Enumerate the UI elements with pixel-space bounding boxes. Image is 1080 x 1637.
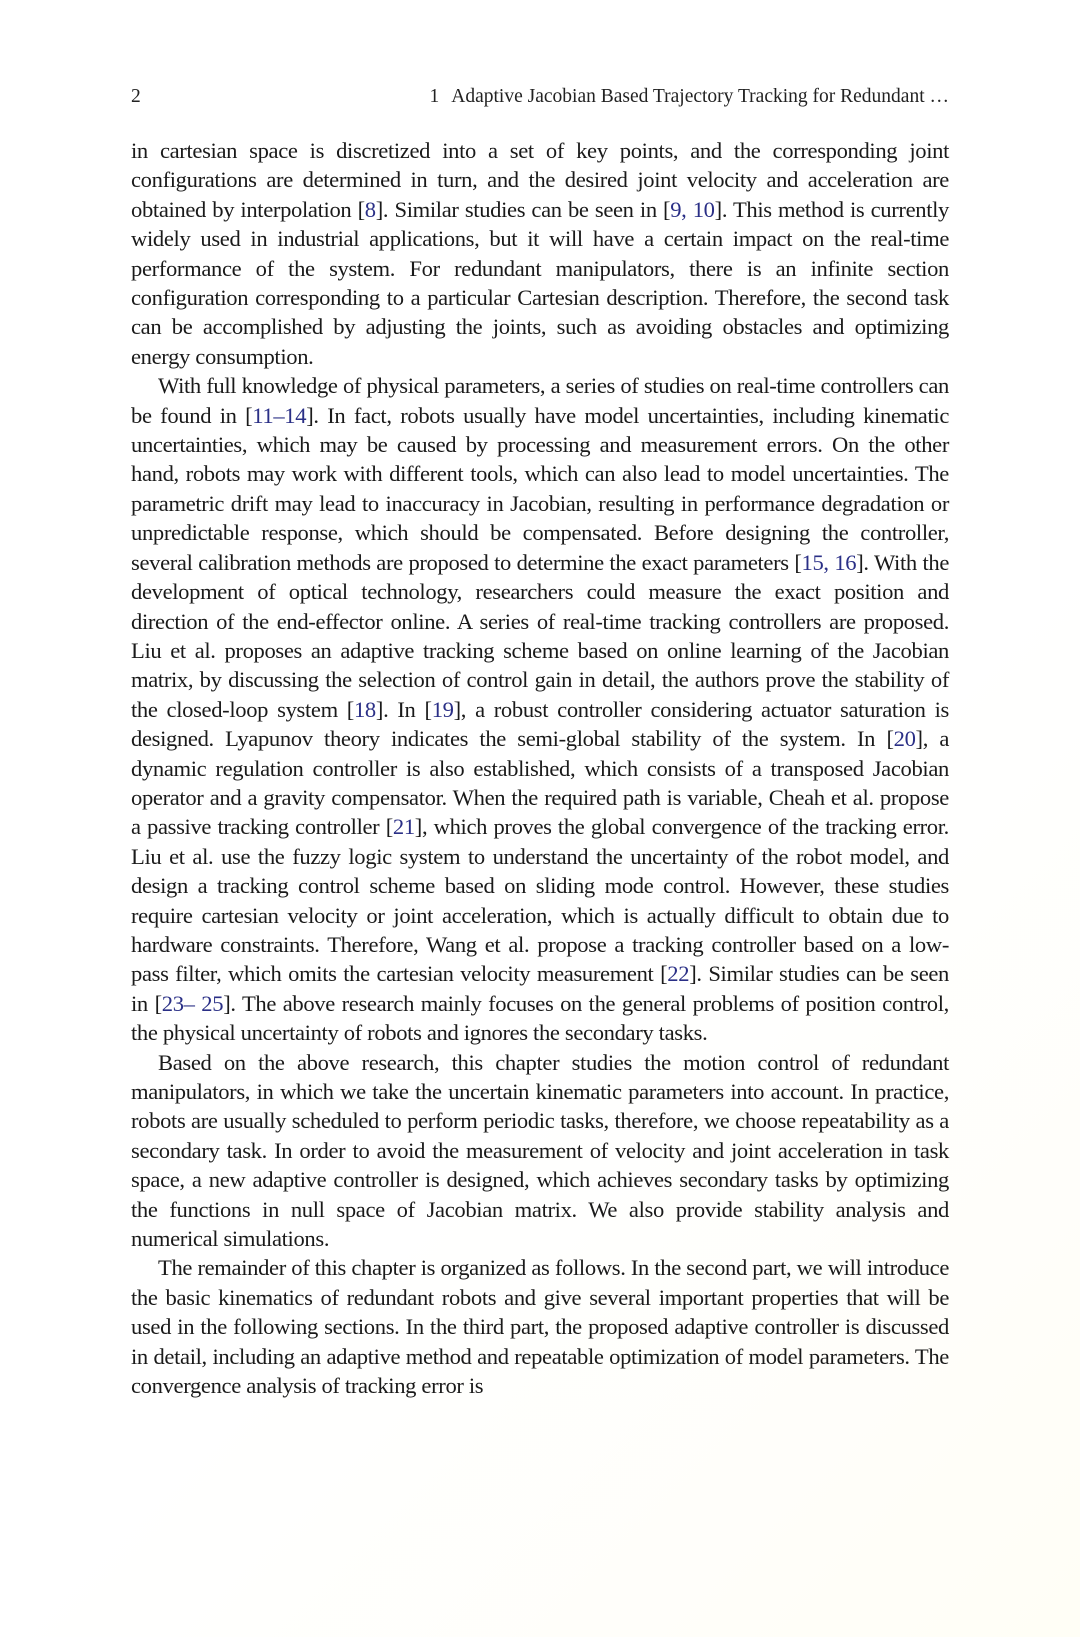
citation-link[interactable]: 18 bbox=[353, 696, 376, 722]
text-run: ]. Similar studies can be seen in [ bbox=[375, 196, 671, 222]
body-text bbox=[131, 136, 949, 1400]
text-run: The remainder of this chapter is organized as follows. In the second part, we will introduce the basic kinematics of redundant robots and give several important properties that will be used in the following sections. In the third part, the proposed adaptive controller is discussed in detail, including an adaptive method and repeatable optimization of model parameters. The convergence analysis of tracking error is bbox=[131, 1255, 949, 1399]
chapter-running-title bbox=[430, 84, 949, 110]
citation-link[interactable]: 19 bbox=[431, 696, 454, 722]
text-run: ], a dynamic regulation controller is also established, which consists of a transposed Jacobian operator and a gravity compensator. When the required path is variable, Cheah et al. propose a passive tracking controller [ bbox=[131, 726, 950, 840]
citation-link[interactable]: 20 bbox=[893, 726, 916, 752]
citation-link[interactable]: 22 bbox=[667, 961, 690, 987]
text-run: Based on the above research, this chapter studies the motion control of redundant manipulators, in which we take the uncertain kinematic parameters into account. In practice, robots are usually scheduled to perform periodic tasks, therefore, we choose repeatability as a secondary task. In order to avoid the measurement of velocity and joint acceleration in task space, a new adaptive controller is designed, which achieves secondary tasks by optimizing the functions in null space of Jacobian matrix. We also provide stability analysis and numerical simulations. bbox=[131, 1049, 949, 1252]
running-header bbox=[131, 84, 949, 110]
chapter-number: 1 bbox=[429, 86, 440, 107]
citation-link[interactable]: 11–14 bbox=[252, 402, 307, 428]
citation-link[interactable]: 9, 10 bbox=[670, 196, 715, 222]
paragraph-2 bbox=[131, 371, 949, 1047]
paragraph-1 bbox=[131, 136, 949, 371]
text-run: ]. Similar studies can be seen in [ bbox=[131, 961, 949, 1016]
text-run: ]. With the development of optical technology, researchers could measure the exact position and direction of the end-effector online. A series of real-time tracking controllers are proposed. Liu et al. proposes an adaptive tracking scheme based on online learning of the Jacobian matrix, by discussing the selection of control gain in detail, the authors prove the stability of the closed-loop system [ bbox=[131, 549, 949, 722]
citation-link[interactable]: 21 bbox=[392, 814, 415, 840]
text-run: With full knowledge of physical parameters, a series of studies on real-time controllers can be found in [ bbox=[131, 373, 949, 428]
text-run: ]. In fact, robots usually have model uncertainties, including kinematic uncertainties, which may be caused by processing and measurement errors. On the other hand, robots may work with different tools, which can also lead to model uncertainties. The parametric drift may lead to inaccuracy in Jacobian, resulting in performance degradation or unpredictable response, which should be compensated. Before designing the controller, several calibration methods are proposed to determine the exact parameters [ bbox=[131, 402, 950, 575]
text-run: ]. In [ bbox=[375, 696, 432, 722]
citation-link[interactable]: 15, 16 bbox=[801, 549, 857, 575]
citation-link[interactable]: 8 bbox=[364, 196, 376, 222]
text-run: ], a robust controller considering actuator saturation is designed. Lyapunov theory indicates the semi-global stability of the system. In [ bbox=[131, 696, 949, 752]
text-run: ]. The above research mainly focuses on the general problems of position control, the physical uncertainty of robots and ignores the secondary tasks. bbox=[131, 990, 949, 1046]
chapter-title-text: Adaptive Jacobian Based Trajectory Tracking for Redundant … bbox=[451, 86, 949, 107]
text-run: in cartesian space is discretized into a set of key points, and the corresponding joint configurations are determined in turn, and the desired joint velocity and acceleration are obtained by interpolation bbox=[131, 138, 949, 222]
text-run: ]. This method is currently widely used in industrial applications, but it will have a certain impact on the real-time performance of the system. For redundant manipulators, there is an infinite section configuration corresponding to a particular Cartesian description. Therefore, the second task can be accomplished by adjusting the joints, such as avoiding obstacles and optimizing energy consumption. bbox=[131, 196, 949, 369]
paragraph-3 bbox=[131, 1048, 949, 1254]
text-run: ], which proves the global convergence of the tracking error. Liu et al. use the fuzzy logic system to understand the uncertainty of the robot model, and design a tracking control scheme based on sliding mode control. However, these studies require cartesian velocity or joint acceleration, which is actually difficult to obtain due to hardware constraints. Therefore, Wang et al. propose a tracking controller based on a low-pass filter, which omits the cartesian velocity measurement [ bbox=[131, 814, 949, 987]
text-run: [ bbox=[357, 196, 365, 222]
citation-link[interactable]: 23– 25 bbox=[161, 990, 224, 1016]
page-number: 2 bbox=[131, 86, 141, 107]
paragraph-4 bbox=[131, 1253, 949, 1400]
